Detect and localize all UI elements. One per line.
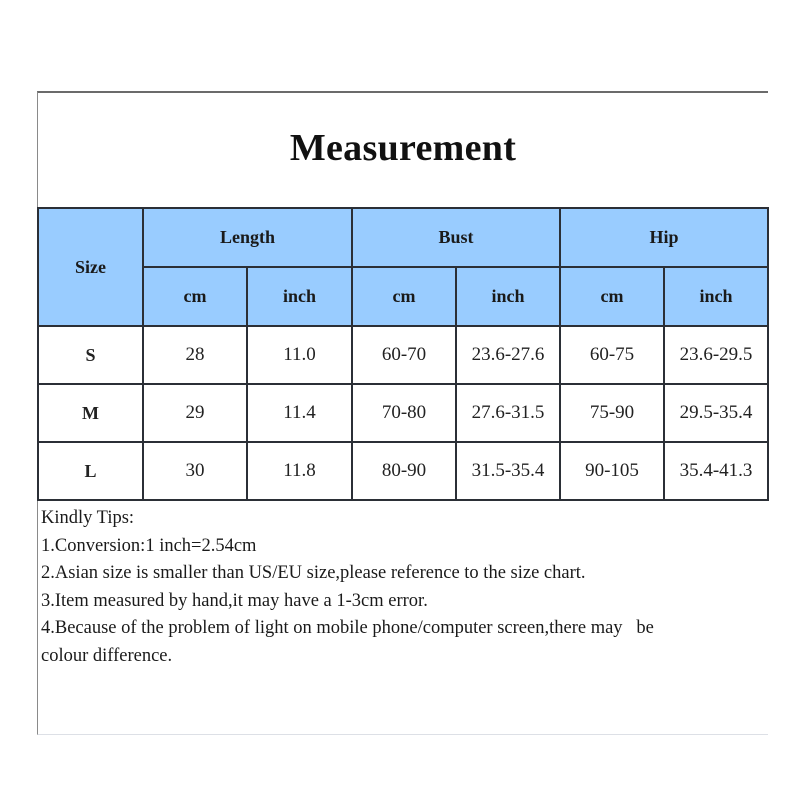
header-bust-inch: inch — [456, 267, 560, 326]
header-bust: Bust — [352, 208, 560, 267]
header-row-units — [38, 267, 768, 326]
bust-cm: 80-90 — [352, 442, 456, 500]
tip-measured-by-hand: 3.Item measured by hand,it may have a 1-3cm error. — [41, 590, 428, 611]
header-length-cm: cm — [143, 267, 247, 326]
bust-cm: 60-70 — [352, 326, 456, 384]
hip-cm: 60-75 — [560, 326, 664, 384]
size-label: S — [38, 326, 143, 384]
table-row — [38, 384, 768, 442]
hip-inch: 35.4-41.3 — [664, 442, 768, 500]
header-length: Length — [143, 208, 352, 267]
hip-inch: 23.6-29.5 — [664, 326, 768, 384]
tips-heading: Kindly Tips: — [41, 508, 135, 528]
tip-conversion: 1.Conversion:1 inch=2.54cm — [41, 535, 257, 556]
header-hip: Hip — [560, 208, 768, 267]
bust-cm: 70-80 — [352, 384, 456, 442]
size-label: L — [38, 442, 143, 500]
header-length-inch: inch — [247, 267, 352, 326]
length-inch: 11.4 — [247, 384, 352, 442]
hip-cm: 90-105 — [560, 442, 664, 500]
title-area — [38, 93, 768, 210]
length-inch: 11.8 — [247, 442, 352, 500]
tip-colour-difference-cont: colour difference. — [41, 645, 173, 666]
table-row — [38, 326, 768, 384]
length-cm: 30 — [143, 442, 247, 500]
table-row — [38, 442, 768, 500]
header-hip-cm: cm — [560, 267, 664, 326]
header-size: Size — [38, 208, 143, 326]
header-bust-cm: cm — [352, 267, 456, 326]
bust-inch: 31.5-35.4 — [456, 442, 560, 500]
header-hip-inch: inch — [664, 267, 768, 326]
length-cm: 29 — [143, 384, 247, 442]
tip-asian-size: 2.Asian size is smaller than US/EU size,please reference to the size chart. — [41, 563, 586, 584]
hip-cm: 75-90 — [560, 384, 664, 442]
kindly-tips — [41, 505, 766, 671]
size-chart-table — [37, 207, 769, 501]
bust-inch: 27.6-31.5 — [456, 384, 560, 442]
length-cm: 28 — [143, 326, 247, 384]
hip-inch: 29.5-35.4 — [664, 384, 768, 442]
page-title: Measurement — [289, 126, 517, 169]
bust-inch: 23.6-27.6 — [456, 326, 560, 384]
size-label: M — [38, 384, 143, 442]
header-row-groups — [38, 208, 768, 267]
length-inch: 11.0 — [247, 326, 352, 384]
tip-colour-difference: 4.Because of the problem of light on mobile phone/computer screen,there may be — [41, 618, 654, 639]
